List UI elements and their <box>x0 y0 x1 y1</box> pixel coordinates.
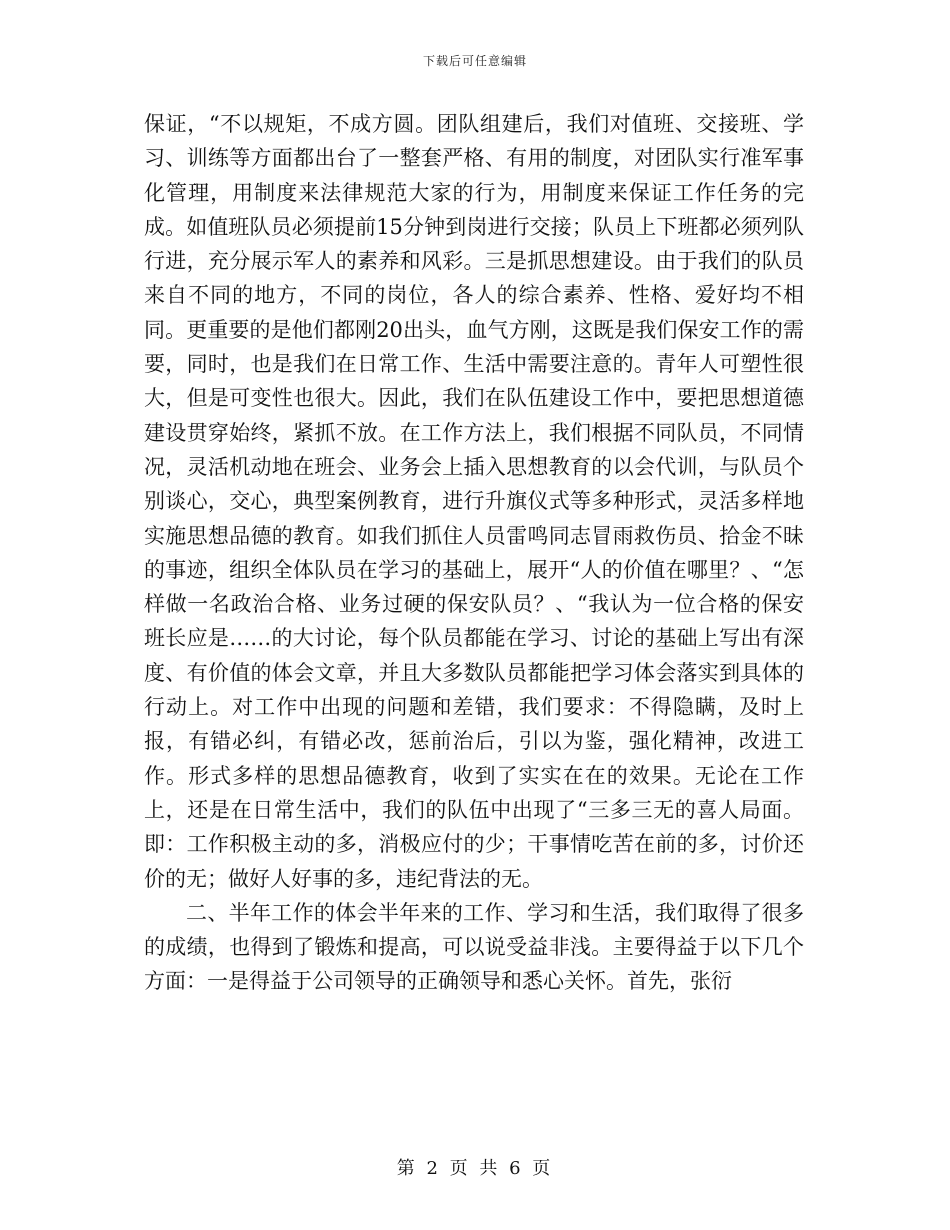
page-footer: 第 2 页 共 6 页 <box>396 1158 554 1179</box>
paragraph-section-two: 二、半年工作的体会半年来的工作、学习和生活，我们取得了很多的成绩，也得到了锻炼和提高，可以说受益非浅。主要得益于以下几个方面：一是得益于公司领导的正确领导和悉心关怀。首先，张衍 <box>144 900 804 994</box>
paragraph-continuation: 保证，“不以规矩，不成方圆。团队组建后，我们对值班、交接班、学习、训练等方面都出台了一整套严格、有用的制度，对团队实行准军事化管理，用制度来法律规范大家的行为，用制度来保证工作任务的完成。如值班队员必须提前15分钟到岗进行交接；队员上下班都必须列队行进，充分展示军人的素养和风彩。三是抓思想建设。由于我们的队员来自不同的地方，不同的岗位，各人的综合素养、性格、爱好均不相同。更重要的是他们都刚20出头，血气方刚，这既是我们保安工作的需要，同时，也是我们在日常工作、生活中需要注意的。青年人可塑性很大，但是可变性也很大。因此，我们在队伍建设工作中，要把思想道德建设贯穿始终，紧抓不放。在工作方法上，我们根据不同队员，不同情况，灵活机动地在班会、业务会上插入思想教育的以会代训，与队员个别谈心，交心，典型案例教育，进行升旗仪式等多种形式，灵活多样地实施思想品德的教育。如我们抓住人员雷鸣同志冒雨救伤员、拾金不昧的事迹，组织全体队员在学习的基础上，展开“人的价值在哪里？、“怎样做一名政治合格、业务过硬的保安队员？、“我认为一位合格的保安班长应是……的大讨论，每个队员都能在学习、讨论的基础上写出有深度、有价值的体会文章，并且大多数队员都能把学习体会落实到具体的行动上。对工作中出现的问题和差错，我们要求：不得隐瞒，及时上报，有错必纠，有错必改，惩前治后，引以为鉴，强化精神，改进工作。形式多样的思想品德教育，收到了实实在在的效果。无论在工作上，还是在日常生活中，我们的队伍中出现了“三多三无的喜人局面。即：工作积极主动的多，消极应付的少；干事情吃苦在前的多，讨价还价的无；做好人好事的多，违纪背法的无。 <box>144 112 804 891</box>
page-header: 下载后可任意编辑 <box>422 54 527 68</box>
document-body <box>144 107 804 999</box>
